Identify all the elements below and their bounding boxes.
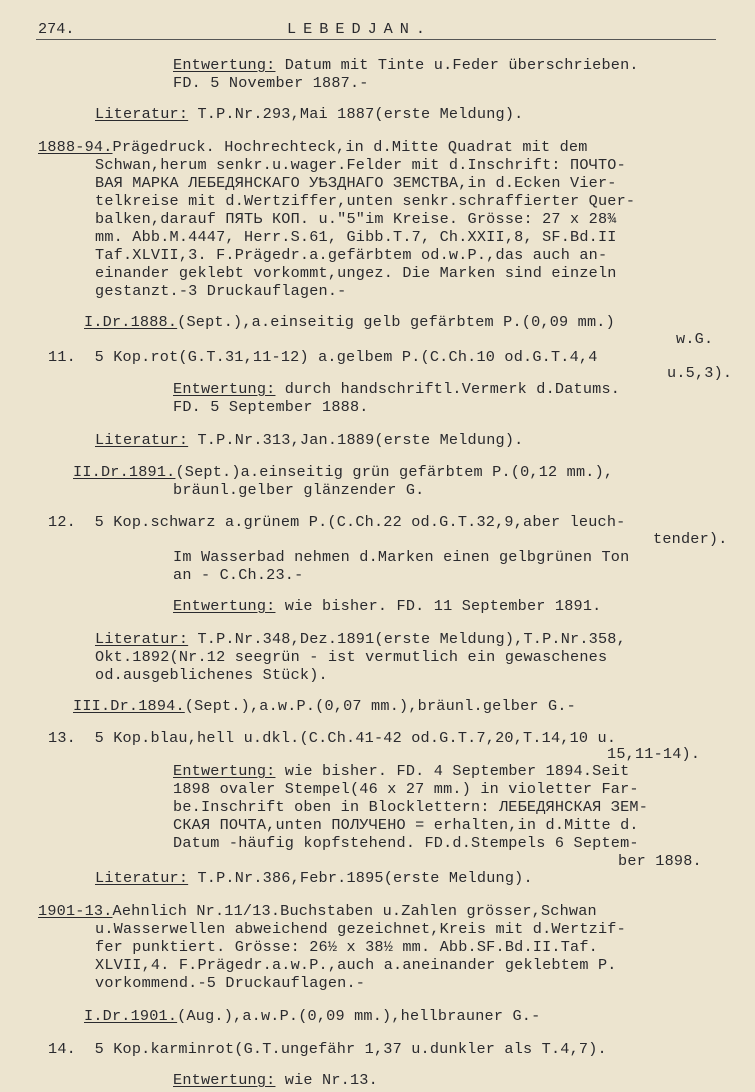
line-text: СКАЯ ПОЧТА,unten ПОЛУЧЕНО = erhalten,in d.Mitte d. (173, 816, 639, 834)
text-line (95, 648, 607, 666)
text-line (84, 1007, 540, 1025)
text-line (95, 282, 346, 300)
page-title: LEBEDJAN. (287, 20, 433, 38)
text-line (173, 762, 629, 780)
line-text: ber 1898. (618, 852, 702, 870)
underlined-heading: Entwertung: (173, 380, 276, 398)
line-text: wie bisher. FD. 4 September 1894.Seit (275, 762, 630, 780)
line-text: 15,11-14). (607, 745, 701, 763)
text-line (173, 798, 648, 816)
line-text: ВАЯ МАРКА ЛЕБЕДЯНСКАГО УѢЗДНАГО ЗЕМСТВА,in d.Ecken Vier- (95, 174, 617, 192)
text-line (95, 666, 328, 684)
text-line (653, 530, 728, 548)
text-line (173, 566, 303, 584)
text-line (173, 56, 639, 74)
line-text: FD. 5 September 1888. (173, 398, 369, 416)
text-line (84, 313, 615, 331)
line-text: Datum -häufig kopfstehend. FD.d.Stempels 6 Septem- (173, 834, 639, 852)
text-line (607, 745, 700, 763)
line-text: vorkommend.-5 Druckauflagen.- (95, 974, 366, 992)
text-line (95, 264, 617, 282)
line-text: tender). (653, 530, 728, 548)
text-line (73, 697, 576, 715)
underlined-heading: I.Dr.1901. (84, 1007, 178, 1025)
underlined-heading: 1888-94. (38, 138, 113, 156)
line-text: 14. 5 Kop.karminrot(G.T.ungefähr 1,37 u.dunkler als T.4,7). (48, 1040, 607, 1058)
text-line (48, 1040, 607, 1058)
text-line (38, 138, 588, 156)
line-text: Taf.XLVII,3. F.Prägedr.a.gefärbtem od.w.P.,das auch an- (95, 246, 608, 264)
text-line (95, 630, 626, 648)
text-line (95, 938, 598, 956)
line-text: durch handschriftl.Vermerk d.Datums. (275, 380, 621, 398)
text-line (95, 956, 617, 974)
underlined-heading: Entwertung: (173, 1071, 276, 1089)
text-line (95, 246, 607, 264)
line-text: (Sept.)a.einseitig grün gefärbtem P.(0,12 mm.), (175, 463, 614, 481)
line-text: u.Wasserwellen abweichend gezeichnet,Kreis mit d.Wertzif- (95, 920, 626, 938)
underlined-heading: Entwertung: (173, 56, 276, 74)
text-line (95, 192, 635, 210)
underlined-heading: II.Dr.1891. (73, 463, 176, 481)
line-text: (Sept.),a.w.P.(0,07 mm.),bräunl.gelber G.- (184, 697, 576, 715)
line-text: bräunl.gelber glänzender G. (173, 481, 425, 499)
line-text: Datum mit Tinte u.Feder überschrieben. (275, 56, 639, 74)
text-line (38, 902, 597, 920)
line-text: Prägedruck. Hochrechteck,in d.Mitte Quadrat mit dem (112, 138, 588, 156)
line-text: fer punktiert. Grösse: 26½ x 38½ mm. Abb.SF.Bd.II.Taf. (95, 938, 598, 956)
underlined-heading: Entwertung: (173, 597, 276, 615)
line-text: be.Inschrift oben in Blocklettern: ЛЕБЕДЯНСКАЯ ЗЕМ- (173, 798, 649, 816)
line-text: u.5,3). (667, 364, 733, 382)
text-line (95, 974, 365, 992)
line-text: od.ausgeblichenes Stück). (95, 666, 328, 684)
line-text: wie Nr.13. (275, 1071, 378, 1089)
text-line (667, 364, 732, 382)
text-line (173, 780, 639, 798)
line-text: 11. 5 Kop.rot(G.T.31,11-12) a.gelbem P.(C.Ch.10 od.G.T.4,4 (48, 348, 598, 366)
line-text: telkreise mit d.Wertziffer,unten senkr.schraffierter Quer- (95, 192, 636, 210)
line-text: FD. 5 November 1887.- (173, 74, 369, 92)
text-line (95, 210, 617, 228)
text-line (48, 729, 616, 747)
text-line (173, 816, 639, 834)
line-text: 12. 5 Kop.schwarz a.grünem P.(C.Ch.22 od.G.T.32,9,aber leuch- (48, 513, 626, 531)
line-text: an - C.Ch.23.- (173, 566, 304, 584)
text-line (95, 431, 523, 449)
underlined-heading: Literatur: (95, 630, 189, 648)
text-line (173, 1071, 378, 1089)
text-line (95, 174, 617, 192)
page-number: 274. (38, 20, 75, 38)
text-line (95, 156, 626, 174)
text-line (95, 869, 533, 887)
underlined-heading: I.Dr.1888. (84, 313, 178, 331)
underlined-heading: Entwertung: (173, 762, 276, 780)
text-line (173, 398, 369, 416)
line-text: (Aug.),a.w.P.(0,09 mm.),hellbrauner G.- (177, 1007, 541, 1025)
line-text: wie bisher. FD. 11 September 1891. (275, 597, 602, 615)
line-text: gestanzt.-3 Druckauflagen.- (95, 282, 347, 300)
underlined-heading: Literatur: (95, 431, 189, 449)
line-text: 1898 ovaler Stempel(46 x 27 mm.) in violetter Far- (173, 780, 639, 798)
line-text: T.P.Nr.348,Dez.1891(erste Meldung),T.P.Nr.358, (188, 630, 626, 648)
text-line (173, 481, 424, 499)
text-line (676, 330, 713, 348)
line-text: T.P.Nr.293,Mai 1887(erste Meldung). (188, 105, 524, 123)
line-text: Im Wasserbad nehmen d.Marken einen gelbgrünen Ton (173, 548, 630, 566)
line-text: balken,darauf ПЯТЬ КОП. u."5"im Kreise. Grösse: 27 x 28¾ (95, 210, 617, 228)
line-text: einander geklebt vorkommt,ungez. Die Marken sind einzeln (95, 264, 617, 282)
underlined-heading: III.Dr.1894. (73, 697, 185, 715)
text-line (618, 852, 702, 870)
text-line (173, 597, 601, 615)
text-line (173, 834, 639, 852)
line-text: 13. 5 Kop.blau,hell u.dkl.(C.Ch.41-42 od.G.T.7,20,T.14,10 u. (48, 729, 617, 747)
line-text: mm. Abb.M.4447, Herr.S.61, Gibb.T.7, Ch.XXII,8, SF.Bd.II (95, 228, 617, 246)
line-text: Okt.1892(Nr.12 seegrün - ist vermutlich ein gewaschenes (95, 648, 608, 666)
text-line (48, 513, 625, 531)
text-line (173, 548, 629, 566)
underlined-heading: Literatur: (95, 869, 189, 887)
line-text: XLVII,4. F.Prägedr.a.w.P.,auch a.aneinander geklebtem P. (95, 956, 617, 974)
underlined-heading: Literatur: (95, 105, 189, 123)
line-text: T.P.Nr.386,Febr.1895(erste Meldung). (188, 869, 533, 887)
text-line (95, 228, 617, 246)
text-line (48, 348, 598, 366)
line-text: (Sept.),a.einseitig gelb gefärbtem P.(0,09 mm.) (177, 313, 615, 331)
line-text: Schwan,herum senkr.u.wager.Felder mit d.Inschrift: ПОЧТО- (95, 156, 626, 174)
text-line (173, 74, 369, 92)
underlined-heading: 1901-13. (38, 902, 113, 920)
text-line (95, 105, 523, 123)
text-line (173, 380, 620, 398)
text-line (95, 920, 626, 938)
line-text: w.G. (676, 330, 714, 348)
header-rule (36, 39, 716, 40)
text-line (73, 463, 613, 481)
line-text: Aehnlich Nr.11/13.Buchstaben u.Zahlen grösser,Schwan (112, 902, 597, 920)
line-text: T.P.Nr.313,Jan.1889(erste Meldung). (188, 431, 524, 449)
